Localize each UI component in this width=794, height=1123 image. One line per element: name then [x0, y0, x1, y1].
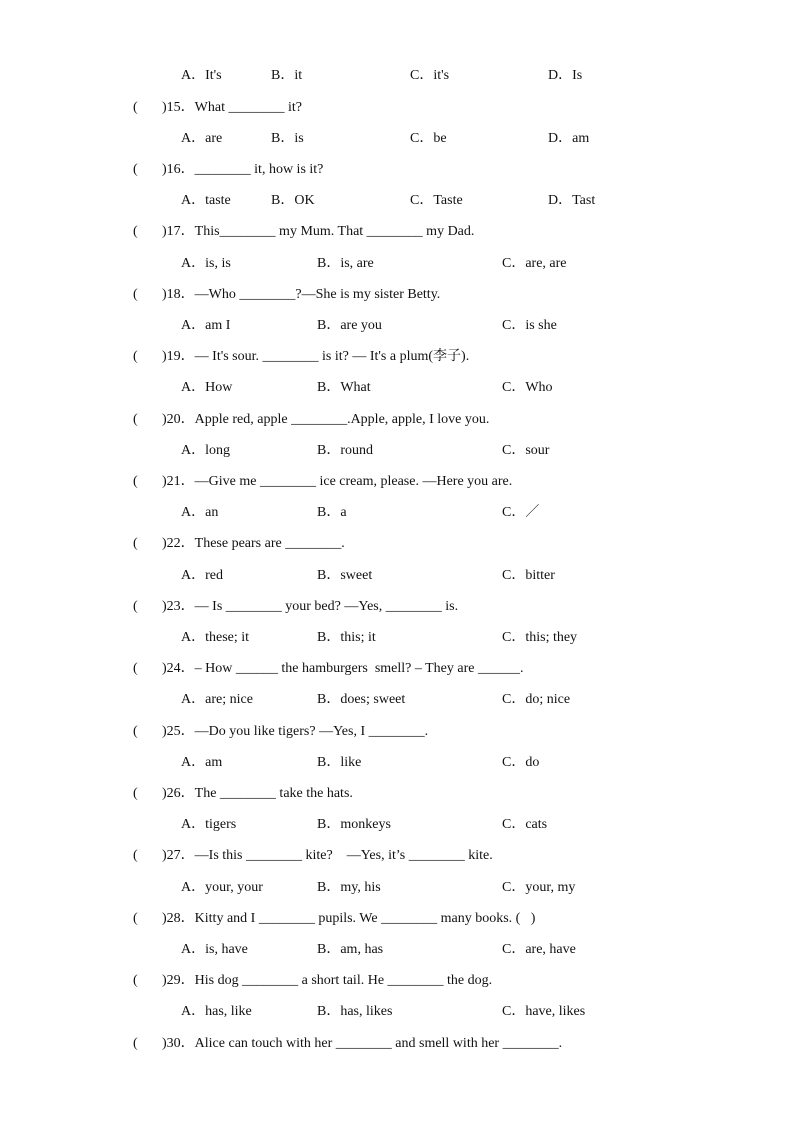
- q22-text: )22．These pears are ________.: [162, 536, 345, 551]
- q29-option-b: B．has, likes: [317, 1004, 393, 1019]
- q27-paren: (: [133, 848, 138, 863]
- q20-option-a: A．long: [181, 443, 230, 458]
- q23-paren: (: [133, 599, 138, 614]
- q17-option-b: B．is, are: [317, 256, 374, 271]
- q16-option-a: A．taste: [181, 193, 231, 208]
- q20-paren: (: [133, 412, 138, 427]
- q22-option-b: B．sweet: [317, 568, 373, 583]
- q15-option-b: B．is: [271, 131, 304, 146]
- q16-option-d: D．Tast: [548, 193, 596, 208]
- q17-paren: (: [133, 224, 138, 239]
- q18-option-a: A．am I: [181, 318, 231, 333]
- q18-option-b: B．are you: [317, 318, 382, 333]
- q28-text: )28．Kitty and I ________ pupils. We ________ many books. ( ): [162, 911, 536, 926]
- q23-option-c: C．this; they: [502, 630, 578, 645]
- q21-option-c: C．／: [502, 505, 540, 520]
- q29-paren: (: [133, 973, 138, 988]
- q17-option-c: C．are, are: [502, 256, 567, 271]
- q28-paren: (: [133, 911, 138, 926]
- q15-option-a: A．are: [181, 131, 223, 146]
- q24-option-a: A．are; nice: [181, 692, 253, 707]
- q21-option-a: A．an: [181, 505, 219, 520]
- q15-option-c: C．be: [410, 131, 447, 146]
- q20-option-b: B．round: [317, 443, 373, 458]
- q14-option-a: A．It's: [181, 68, 222, 83]
- q29-text: )29．His dog ________ a short tail. He ________ the dog.: [162, 973, 493, 988]
- q16-paren: (: [133, 162, 138, 177]
- q16-option-c: C．Taste: [410, 193, 463, 208]
- q19-option-b: B．What: [317, 380, 371, 395]
- q22-paren: (: [133, 536, 138, 551]
- q24-text: )24．– How ______ the hamburgers smell? – They are ______.: [162, 661, 524, 676]
- q27-option-c: C．your, my: [502, 880, 576, 895]
- q22-option-a: A．red: [181, 568, 223, 583]
- q26-option-b: B．monkeys: [317, 817, 391, 832]
- q17-option-a: A．is, is: [181, 256, 231, 271]
- q28-option-b: B．am, has: [317, 942, 384, 957]
- q26-option-a: A．tigers: [181, 817, 237, 832]
- q14-option-d: D．Is: [548, 68, 583, 83]
- q21-paren: (: [133, 474, 138, 489]
- q29-option-c: C．have, likes: [502, 1004, 586, 1019]
- q22-option-c: C．bitter: [502, 568, 555, 583]
- q30-text: )30．Alice can touch with her ________ and smell with her ________.: [162, 1036, 563, 1051]
- q20-option-c: C．sour: [502, 443, 550, 458]
- q15-text: )15．What ________ it?: [162, 100, 302, 115]
- q18-paren: (: [133, 287, 138, 302]
- q18-option-c: C．is she: [502, 318, 557, 333]
- q24-option-b: B．does; sweet: [317, 692, 406, 707]
- q28-option-a: A．is, have: [181, 942, 248, 957]
- q17-text: )17．This________ my Mum. That ________ my Dad.: [162, 224, 475, 239]
- q19-paren: (: [133, 349, 138, 364]
- q25-paren: (: [133, 724, 138, 739]
- q18-text: )18．—Who ________?—She is my sister Betty.: [162, 287, 441, 302]
- q20-text: )20．Apple red, apple ________.Apple, apple, I love you.: [162, 412, 490, 427]
- q28-option-c: C．are, have: [502, 942, 576, 957]
- q25-option-c: C．do: [502, 755, 540, 770]
- q27-text: )27．—Is this ________ kite? —Yes, it’s ________ kite.: [162, 848, 493, 863]
- q24-paren: (: [133, 661, 138, 676]
- q23-text: )23．— Is ________ your bed? —Yes, ________ is.: [162, 599, 459, 614]
- q23-option-a: A．these; it: [181, 630, 250, 645]
- q16-text: )16．________ it, how is it?: [162, 162, 324, 177]
- q30-paren: (: [133, 1036, 138, 1051]
- q25-text: )25．—Do you like tigers? —Yes, I ________.: [162, 724, 429, 739]
- q23-option-b: B．this; it: [317, 630, 376, 645]
- q19-option-a: A．How: [181, 380, 233, 395]
- q26-text: )26．The ________ take the hats.: [162, 786, 353, 801]
- q14-option-c: C．it's: [410, 68, 450, 83]
- q24-option-c: C．do; nice: [502, 692, 571, 707]
- q15-paren: (: [133, 100, 138, 115]
- q21-text: )21．—Give me ________ ice cream, please. —Here you are.: [162, 474, 513, 489]
- q14-option-b: B．it: [271, 68, 303, 83]
- q27-option-a: A．your, your: [181, 880, 263, 895]
- q25-option-a: A．am: [181, 755, 223, 770]
- q21-option-b: B．a: [317, 505, 347, 520]
- q29-option-a: A．has, like: [181, 1004, 252, 1019]
- q26-paren: (: [133, 786, 138, 801]
- q15-option-d: D．am: [548, 131, 590, 146]
- q27-option-b: B．my, his: [317, 880, 381, 895]
- q19-text: )19．— It's sour. ________ is it? — It's a plum(李子).: [162, 349, 470, 364]
- q25-option-b: B．like: [317, 755, 362, 770]
- q19-option-c: C．Who: [502, 380, 553, 395]
- q16-option-b: B．OK: [271, 193, 315, 208]
- q26-option-c: C．cats: [502, 817, 548, 832]
